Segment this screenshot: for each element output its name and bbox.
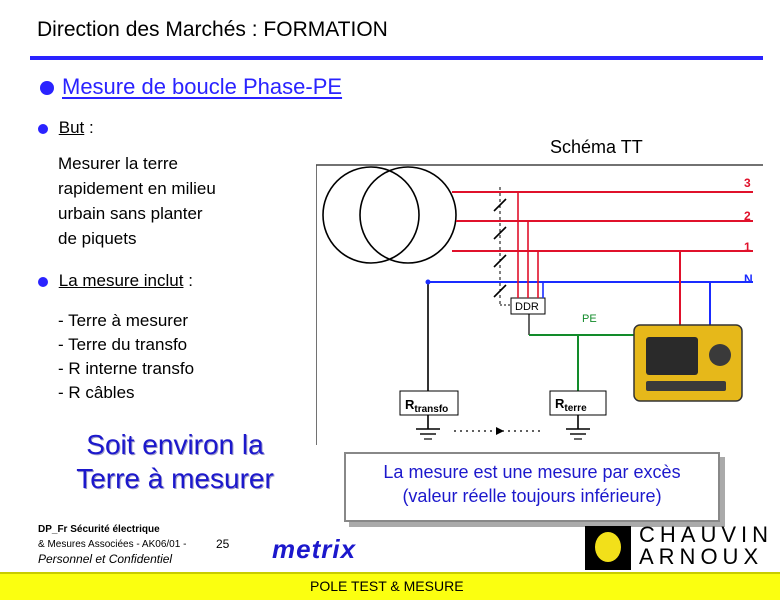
section-title-text: Mesure de boucle Phase-PE — [62, 74, 343, 99]
line-label-n: N — [744, 272, 753, 286]
page-header-title: Direction des Marchés : FORMATION — [37, 18, 388, 41]
chauvin-arnoux-wordmark — [639, 524, 773, 568]
description-line: urbain sans planter — [58, 204, 203, 223]
tester-screen-icon — [646, 337, 698, 375]
but-colon: : — [84, 118, 94, 137]
note-line: La mesure est une mesure par excès — [383, 462, 681, 482]
list-item: - R câbles — [58, 383, 135, 402]
bullet-icon — [40, 81, 54, 95]
r-terre-main: R — [555, 396, 565, 411]
metrix-logo: metrix — [272, 534, 357, 564]
description-line: Mesurer la terre — [58, 154, 178, 173]
line-label-2: 2 — [744, 209, 751, 223]
chauvin-arnoux-emblem-icon — [585, 526, 631, 570]
footer-doc-line: DP_Fr Sécurité électrique — [38, 524, 160, 535]
includes-list — [58, 309, 194, 405]
brand-line: ARNOUX — [639, 544, 764, 569]
line-label-1: 1 — [744, 240, 751, 254]
conclusion-highlight — [40, 428, 310, 496]
r-terre-sub: terre — [564, 403, 587, 414]
footer-department: POLE TEST & MESURE — [310, 578, 464, 594]
includes-label: La mesure inclut — [58, 271, 184, 290]
footer-confidential: Personnel et Confidentiel — [38, 552, 173, 566]
bullet-icon — [38, 277, 48, 287]
conclusion-line: Terre à mesurer — [76, 463, 274, 494]
note-line: (valeur réelle toujours inférieure) — [402, 486, 662, 506]
ddr-label: DDR — [515, 301, 539, 313]
neutral-node — [426, 280, 431, 285]
conclusion-line: Soit environ la — [86, 429, 264, 460]
list-item: - R interne transfo — [58, 359, 195, 378]
brand-line: CHAUVIN — [639, 522, 774, 547]
list-item: - Terre à mesurer — [58, 311, 189, 330]
footer-bar-border — [0, 572, 780, 574]
but-label: But — [58, 118, 85, 137]
list-item: - Terre du transfo — [58, 335, 188, 354]
page-number: 25 — [216, 537, 230, 551]
chauvin-arnoux-logo — [585, 522, 774, 572]
but-heading — [38, 118, 94, 138]
header-divider — [30, 56, 763, 60]
line-label-3: 3 — [744, 176, 751, 190]
footer-doc-line: & Mesures Associées - AK06/01 - — [38, 539, 187, 550]
includes-colon: : — [183, 271, 193, 290]
diagram-title: Schéma TT — [550, 137, 643, 157]
description-line: rapidement en milieu — [58, 179, 216, 198]
tt-scheme-diagram — [316, 125, 763, 445]
footer-document-info — [38, 522, 186, 567]
bullet-icon — [38, 124, 48, 134]
includes-heading — [38, 271, 193, 291]
purpose-description — [58, 151, 278, 251]
tester-dial-icon — [709, 344, 731, 366]
tester-keypad-icon — [646, 381, 726, 391]
measurement-note — [344, 452, 720, 522]
pe-label: PE — [582, 313, 597, 325]
section-title — [40, 74, 342, 100]
r-transfo-main: R — [405, 397, 415, 412]
r-transfo-sub: transfo — [414, 404, 449, 415]
description-line: de piquets — [58, 229, 137, 248]
